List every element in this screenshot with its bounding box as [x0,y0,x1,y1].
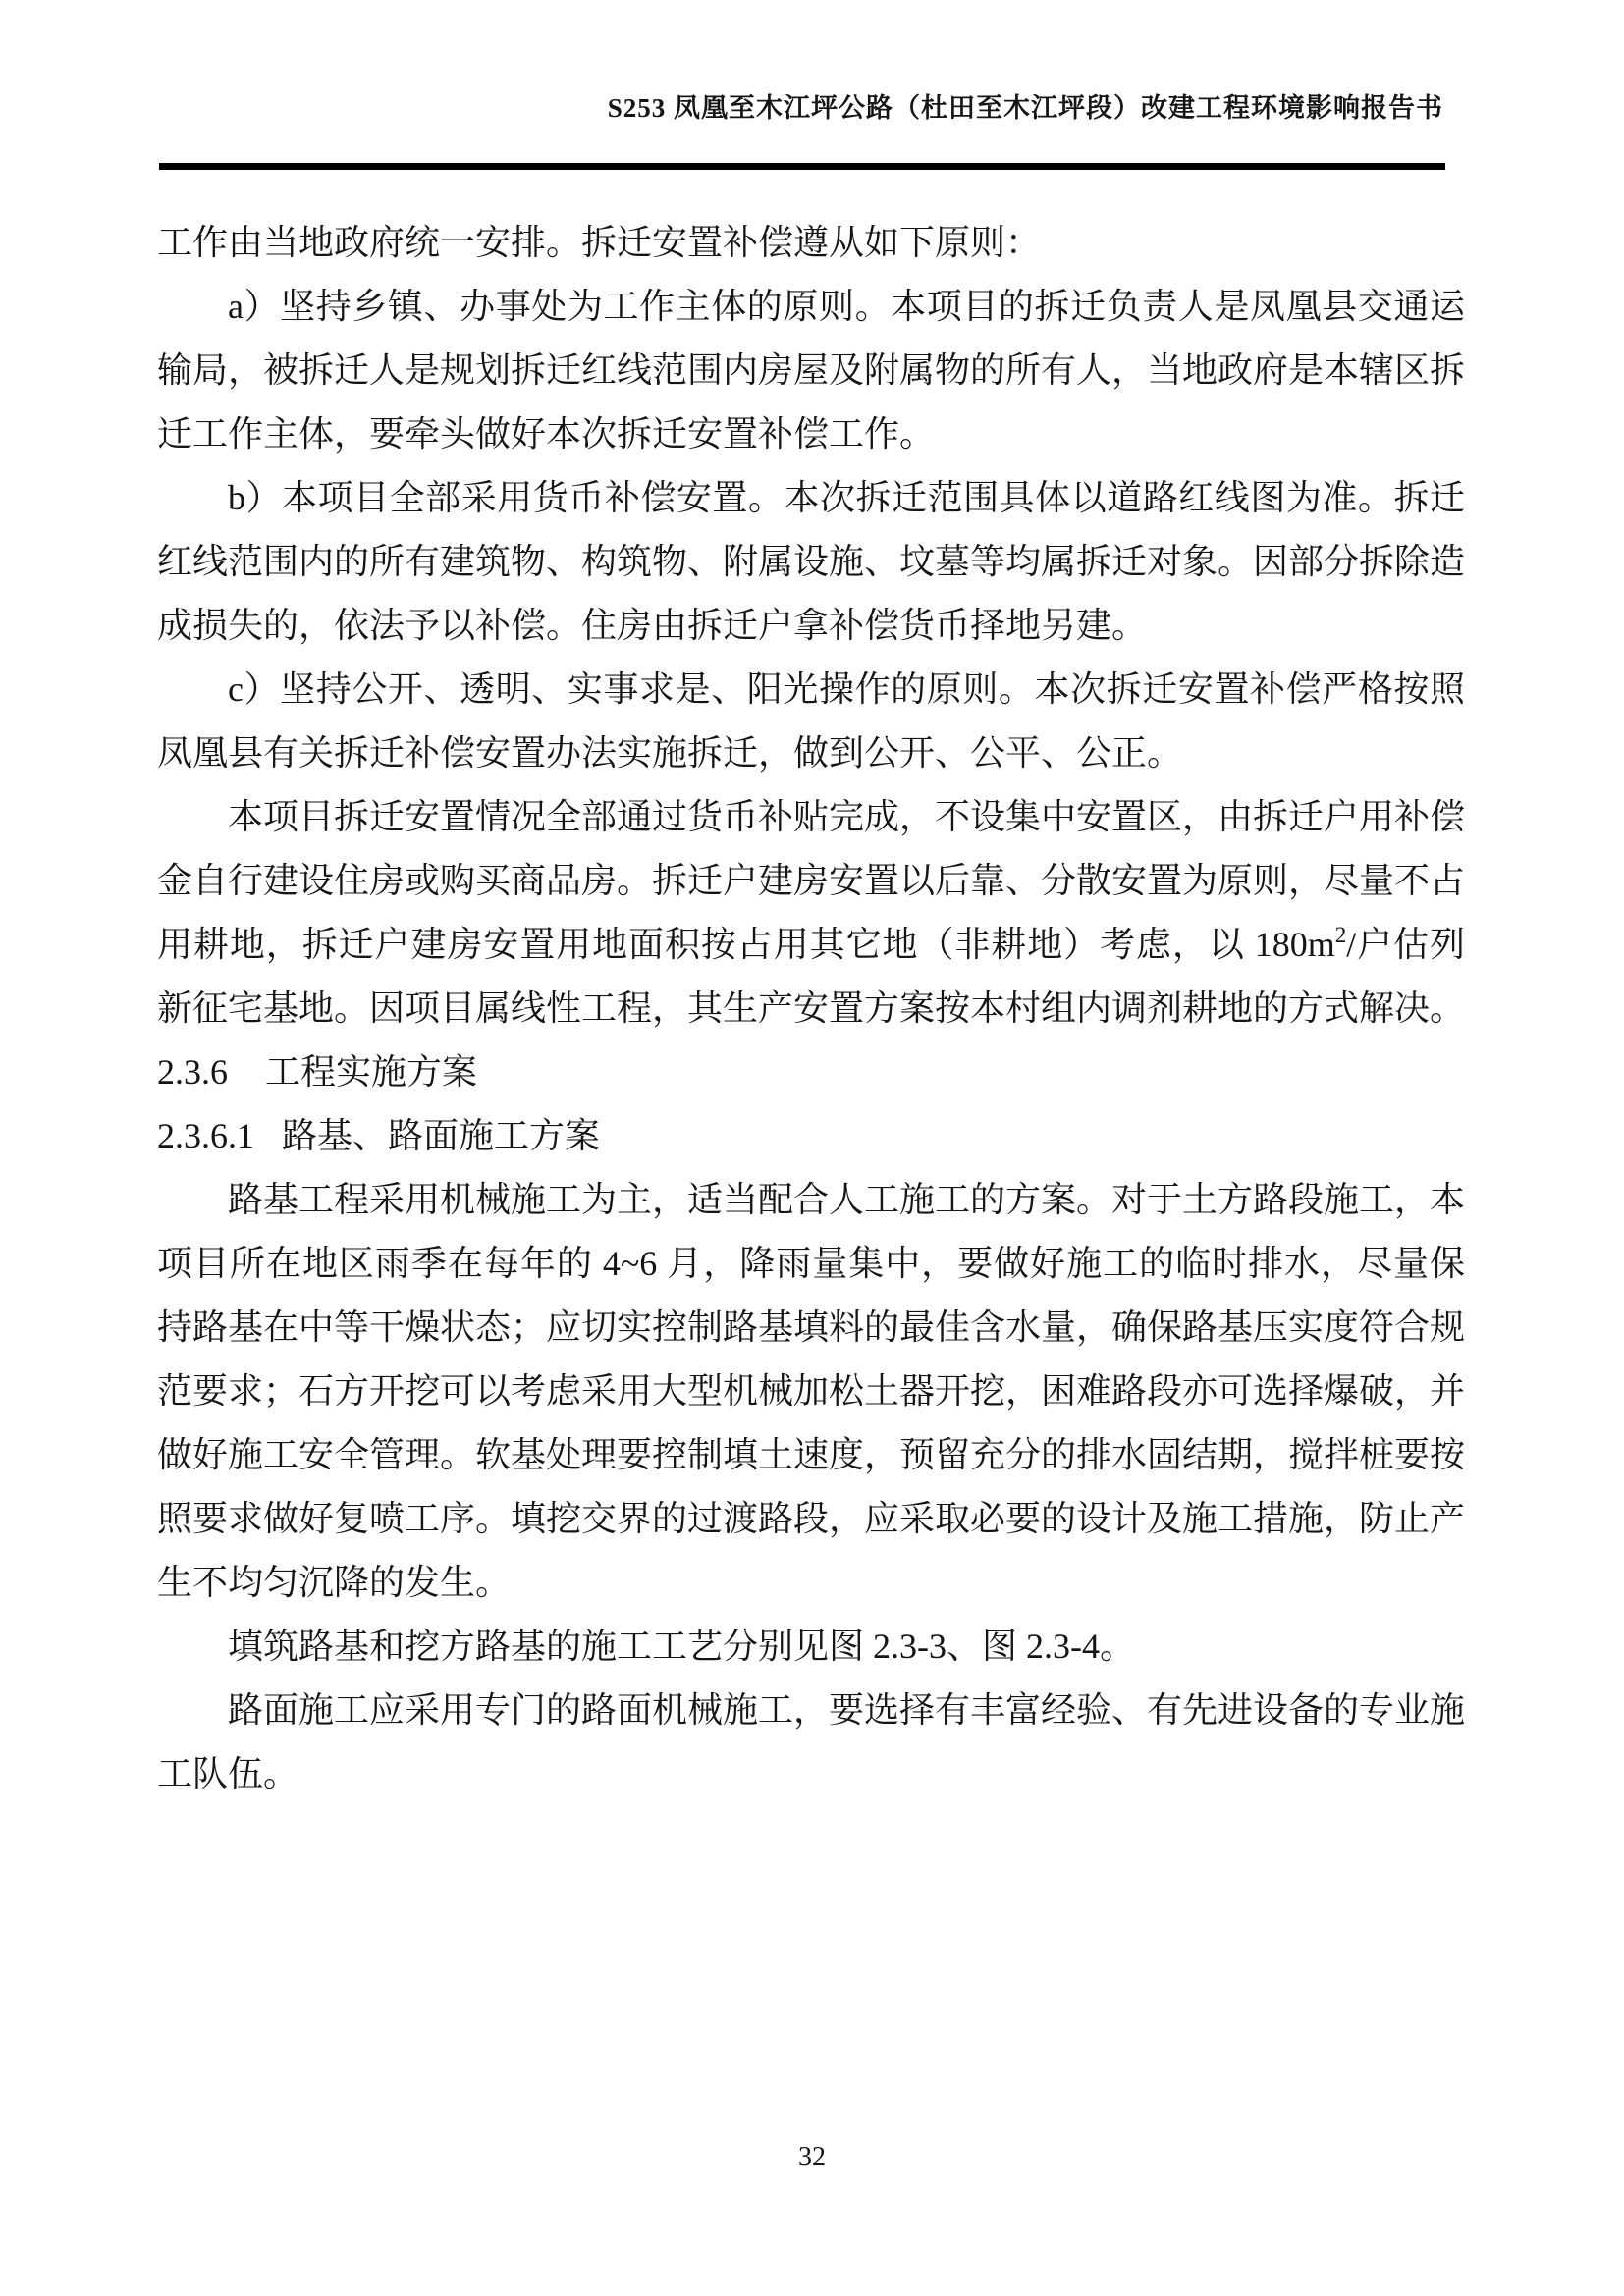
superscript-square-meter: 2 [1334,923,1347,947]
document-body [157,211,1465,1806]
paragraph-text-after-superscript: /户估列新征宅基地。因项目属线性工程，其生产安置方案按本村组内调剂耕地的方式解决。 [157,925,1466,1028]
section-number: 2.3.6 [157,1052,228,1092]
page-footer [0,2142,1624,2173]
paragraph-principle-b: b）本项目全部采用货币补偿安置。本次拆迁范围具体以道路红线图为准。拆迁红线范围内的所有建筑物、构筑物、附属设施、坟墓等均属拆迁对象。因部分拆除造成损失的，依法予以补偿。住房由拆迁户拿补偿货币择地另建。 [157,478,1466,645]
subsection-title: 路基、路面施工方案 [282,1116,601,1155]
section-title: 工程实施方案 [265,1052,478,1092]
paragraph-figure-reference: 填筑路基和挖方路基的施工工艺分别见图 2.3-3、图 2.3-4。 [228,1627,1135,1666]
paragraph-principle-a: a）坚持乡镇、办事处为工作主体的原则。本项目的拆迁负责人是凤凰县交通运输局，被拆迁人是规划拆迁红线范围内房屋及附属物的所有人，当地政府是本辖区拆迁工作主体，要牵头做好本次拆迁安置补偿工作。 [157,287,1466,454]
paragraph-principle-c: c）坚持公开、透明、实事求是、阳光操作的原则。本次拆迁安置补偿严格按照凤凰县有关拆迁补偿安置办法实施拆迁，做到公开、公平、公正。 [157,669,1465,773]
header-rule [159,163,1445,170]
paragraph-resettlement-principles-intro: 工作由当地政府统一安排。拆迁安置补偿遵从如下原则： [157,223,1042,262]
section-heading-2-3-6 [157,1041,1465,1104]
paragraph-subgrade-construction: 路基工程采用机械施工为主，适当配合人工施工的方案。对于土方路段施工，本项目所在地区雨季在每年的 4~6 月，降雨量集中，要做好施工的临时排水，尽量保持路基在中等干燥状态；应切实控制路基填料的最佳含水量，确保路基压实度符合规范要求；石方开挖可以考虑采用大型机械加松土器开挖，困难路段亦可选择爆破，并做好施工安全管理。软基处理要控制填土速度，预留充分的排水固结期，搅拌桩要按照要求做好复喷工序。填挖交界的过渡路段，应采取必要的设计及施工措施，防止产生不均匀沉降的发生。 [157,1180,1466,1602]
header-report-title: S253 凤凰至木江坪公路（杜田至木江坪段）改建工程环境影响报告书 [607,93,1443,123]
paragraph-monetary-compensation [157,785,1465,1041]
paragraph-text-before-superscript: 本项目拆迁安置情况全部通过货币补贴完成，不设集中安置区，由拆迁户用补偿金自行建设住房或购买商品房。拆迁户建房安置以后靠、分散安置为原则，尽量不占用耕地，拆迁户建房安置用地面积按占用其它地（非耕地）考虑，以 180m [157,797,1466,964]
page-number: 32 [798,2142,826,2172]
subsection-number: 2.3.6.1 [157,1116,254,1155]
paragraph-pavement-construction: 路面施工应采用专门的路面机械施工，要选择有丰富经验、有先进设备的专业施工队伍。 [157,1690,1466,1793]
subsection-heading-2-3-6-1 [157,1104,1465,1168]
